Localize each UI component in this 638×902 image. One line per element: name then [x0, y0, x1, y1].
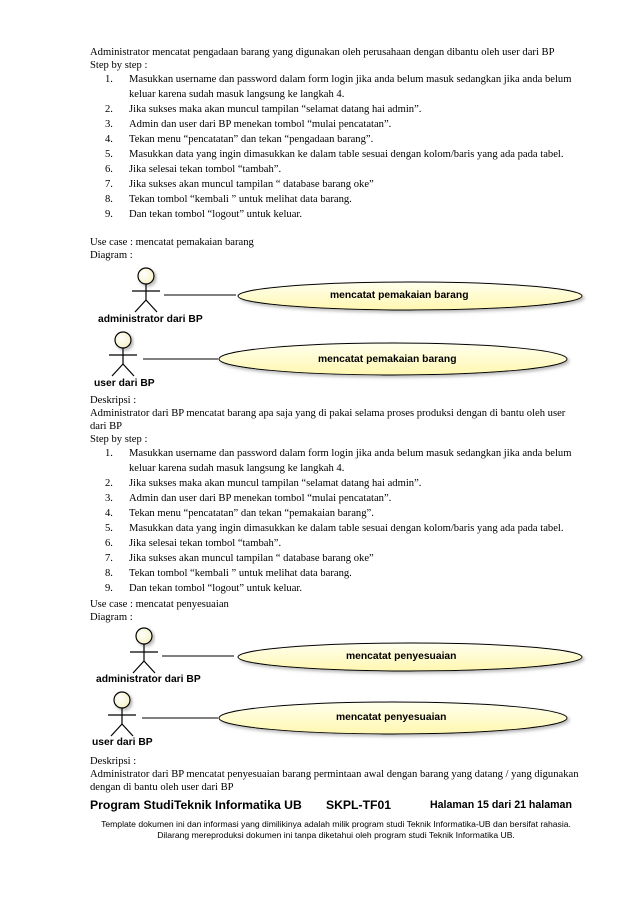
- section1-steps-heading: Step by step :: [90, 60, 148, 71]
- actor-label: user dari BP: [94, 378, 155, 389]
- list-item: 2. Jika sukses maka akan muncul tampilan “selamat datang hai admin”.: [105, 104, 422, 115]
- footer-program: Program StudiTeknik Informatika UB: [90, 798, 302, 812]
- section2-diagram-line: Diagram :: [90, 250, 133, 261]
- actor-label: user dari BP: [92, 737, 153, 748]
- section2-deskripsi-heading: Deskripsi :: [90, 395, 137, 406]
- list-item: 6. Jika selesai tekan tombol “tambah”.: [105, 164, 282, 175]
- list-item: 8. Tekan tombol “kembali ” untuk melihat data barang.: [105, 568, 352, 579]
- actor-label: administrator dari BP: [98, 314, 203, 325]
- page-footer: [88, 795, 584, 815]
- list-item: 6. Jika selesai tekan tombol “tambah”.: [105, 538, 282, 549]
- section3-description: Administrator dari BP mencatat penyesuaian barang permintaan awal dengan barang yang datang / yang digunakan dengan di bantu oleh user dari BP: [90, 769, 579, 793]
- list-item: 5. Masukkan data yang ingin dimasukkan ke dalam table sesuai dengan kolom/baris yang ada pada tabel.: [105, 149, 564, 160]
- list-item: 5. Masukkan data yang ingin dimasukkan ke dalam table sesuai dengan kolom/baris yang ada pada tabel.: [105, 523, 564, 534]
- section3-usecase-line: Use case : mencatat penyesuaian: [90, 599, 229, 610]
- section1-description: Administrator mencatat pengadaan barang yang digunakan oleh perusahaan dengan dibantu oleh user dari BP: [90, 47, 555, 58]
- list-item: 2. Jika sukses maka akan muncul tampilan “selamat datang hai admin”.: [105, 478, 422, 489]
- usecase-diagram-pemakaian: [88, 262, 588, 389]
- section3-diagram-line: Diagram :: [90, 612, 133, 623]
- footer-note-line2: Dilarang mereproduksi dokumen ini tanpa diketahui oleh program studi Teknik Informatika UB.: [157, 830, 515, 840]
- usecase-label: mencatat penyesuaian: [336, 712, 447, 723]
- section2-usecase-line: Use case : mencatat pemakaian barang: [90, 237, 254, 248]
- section2-description: Administrator dari BP mencatat barang apa saja yang di pakai selama proses produksi dengan di bantu oleh user dari BP: [90, 408, 566, 432]
- footer-doc-code: SKPL-TF01: [326, 798, 392, 812]
- usecase-label: mencatat pemakaian barang: [330, 290, 469, 301]
- list-item: 4. Tekan menu “pencatatan” dan tekan “pengadaan barang”.: [105, 134, 374, 145]
- list-item: 4. Tekan menu “pencatatan” dan tekan “pemakaian barang”.: [105, 508, 374, 519]
- actor-administrator-figure: [132, 268, 160, 312]
- actor-user-figure: [108, 692, 136, 736]
- list-item: 7. Jika sukses akan muncul tampilan “ database barang oke”: [105, 179, 374, 190]
- list-item: 3. Admin dan user dari BP menekan tombol “mulai pencatatan”.: [105, 119, 392, 130]
- section3-deskripsi-heading: Deskripsi :: [90, 756, 137, 767]
- actor-user-figure: [109, 332, 137, 376]
- section1-steps-list: [90, 72, 590, 222]
- section2-steps-heading: Step by step :: [90, 434, 148, 445]
- list-item: 1. Masukkan username dan password dalam form login jika anda belum masuk sedangkan jika anda belum keluar karena sudah masuk langsung ke langkah 4.: [105, 74, 572, 100]
- usecase-diagram-penyesuaian: [88, 624, 588, 748]
- list-item: 1. Masukkan username dan password dalam form login jika anda belum masuk sedangkan jika anda belum keluar karena sudah masuk langsung ke langkah 4.: [105, 448, 572, 474]
- footer-note-line1: Template dokumen ini dan informasi yang dimilikinya adalah milik program studi Teknik Informatika-UB dan bersifat rahasia.: [101, 819, 571, 829]
- list-item: 7. Jika sukses akan muncul tampilan “ database barang oke”: [105, 553, 374, 564]
- actor-label: administrator dari BP: [96, 674, 201, 685]
- list-item: 3. Admin dan user dari BP menekan tombol “mulai pencatatan”.: [105, 493, 392, 504]
- usecase-label: mencatat pemakaian barang: [318, 354, 457, 365]
- list-item: 9. Dan tekan tombol “logout” untuk keluar.: [105, 583, 302, 594]
- section2-steps-list: [90, 446, 590, 596]
- list-item: 8. Tekan tombol “kembali ” untuk melihat data barang.: [105, 194, 352, 205]
- list-item: 9. Dan tekan tombol “logout” untuk keluar.: [105, 209, 302, 220]
- footer-page-number: Halaman 15 dari 21 halaman: [430, 799, 572, 811]
- usecase-label: mencatat penyesuaian: [346, 651, 457, 662]
- actor-administrator-figure: [130, 628, 158, 673]
